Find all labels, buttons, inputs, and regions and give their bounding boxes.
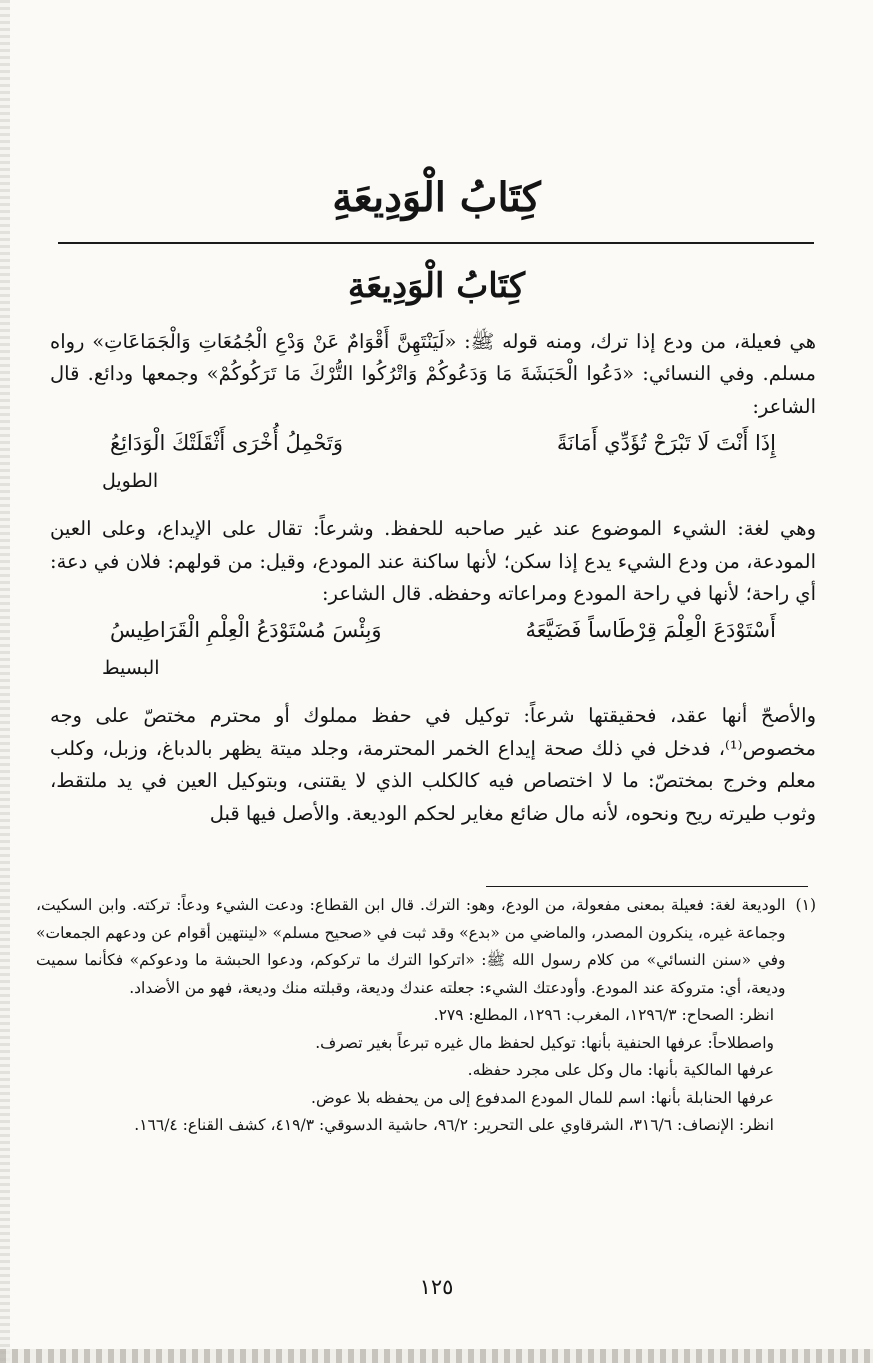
verse-line: [50, 610, 816, 650]
main-text: [50, 326, 816, 830]
verse-meter: البسيط: [102, 657, 160, 680]
header-rule: [58, 242, 814, 244]
footnote-item: [36, 892, 816, 1002]
ruling-paragraph: والأصحّ أنها عقد، فحقيقتها شرعاً: توكيل في حفظ مملوك أو محترم مختصّ على وجه مخصوص⁽¹⁾، فدخل في ذلك صحة إيداع الخمر المحترمة، وجلد ميتة يظهر بالدباغ، وزبل، وكلب معلم وخرج بمختصّ: ما لا اختصاص فيه كالكلب الذي لا يقتنى، وبتوكيل العين في يد ملتقط، وثوب طيرته ريح ونحوه، لأنه مال ضائع مغاير لحكم الوديعة. والأصل فيها قبل: [50, 704, 816, 825]
footnote-line: انظر: الصحاح: ١٢٩٦/٣، المغرب: ١٢٩٦، المطلع: ٢٧٩.: [433, 1006, 774, 1024]
page-number: ١٢٥: [419, 1275, 454, 1299]
footnote-marker: (١): [795, 896, 816, 914]
verse-hemistich-right: أَسْتَوْدَعَ الْعِلْمَ قِرْطَاساً فَضَيَّعَهُ: [525, 618, 776, 643]
definition-paragraph: وهي لغة: الشيء الموضوع عند غير صاحبه للحفظ. وشرعاً: تقال على الإيداع، وعلى العين المودعة، من ودع الشيء يدع إذا سكن؛ لأنها ساكنة عند المودع، وقيل: من قولهم: فلان في دعة: أي راحة؛ لأنها في راحة المودع ومراعاته وحفظه. قال الشاعر:: [50, 517, 816, 606]
verse-hemistich-right: إِذَا أَنْتَ لَا تَبْرَحْ تُؤَدِّي أَمَانَةً: [556, 431, 776, 456]
intro-paragraph: هي فعيلة، من ودع إذا ترك، ومنه قوله ﷺ: «لَيَنْتَهِنَّ أَقْوَامٌ عَنْ وَدْعِ الْجُمُعَاتِ وَالْجَمَاعَاتِ» رواه مسلم. وفي النسائي: «دَعُوا الْحَبَشَةَ مَا وَدَعُوكُمْ وَاتْرُكُوا التُّرْكَ مَا تَرَكُوكُمْ» وجمعها ودائع. قال الشاعر:: [50, 330, 817, 418]
verse-hemistich-left: وَتَحْمِلُ أُخْرَى أَثْقَلَتْكَ الْوَدَائِعُ: [110, 431, 344, 456]
verse-hemistich-left: وَبِئْسَ مُسْتَوْدَعُ الْعِلْمِ الْقَرَاطِيسُ: [110, 618, 382, 643]
section-title: كِتَابُ الْوَدِيعَةِ: [347, 266, 526, 306]
page-bottom-edge: [0, 1349, 873, 1363]
footnotes: [36, 892, 816, 1140]
page-header-title: كِتَابُ الْوَدِيعَةِ: [332, 174, 541, 221]
footnote-rule: [486, 886, 808, 887]
verse-meter: الطويل: [102, 470, 159, 493]
footnote-line: عرفها المالكية بأنها: مال وكل على مجرد حفظه.: [467, 1061, 774, 1079]
verse-line: [50, 423, 816, 463]
footnote-text: الوديعة لغة: فعيلة بمعنى مفعولة، من الودع، وهو: الترك. قال ابن القطاع: ودعت الشيء ودعاً: تركته. وابن السكيت، وجماعة غيره، ينكرون المصدر، والماضي من «بدع» وقد ثبت في «صحيح مسلم» «لينتهين أقوام عن ودعهم الجمعات» وفي «سنن النسائي» من كلام رسول الله ﷺ: «اتركوا الترك ما تركوكم، ودعوا الحبشة ما ودعوكم» فكأنما سميت وديعة، أي: متروكة عند المودع. وأودعتك الشيء: جعلته عندك وديعة، وقبلته منك وديعة، فهو من الأضداد.: [36, 896, 786, 997]
footnote-line: عرفها الحنابلة بأنها: اسم للمال المودع المدفوع إلى من يحفظه بلا عوض.: [311, 1088, 774, 1107]
footnote-line: واصطلاحاً: عرفها الحنفية بأنها: توكيل لحفظ مال غيره تبرعاً بغير تصرف.: [315, 1033, 774, 1052]
footnote-line: انظر: الإنصاف: ٣١٦/٦، الشرقاوي على التحرير: ٩٦/٢، حاشية الدسوقي: ٤١٩/٣، كشف القناع: ١٦٦/٤.: [134, 1116, 774, 1134]
